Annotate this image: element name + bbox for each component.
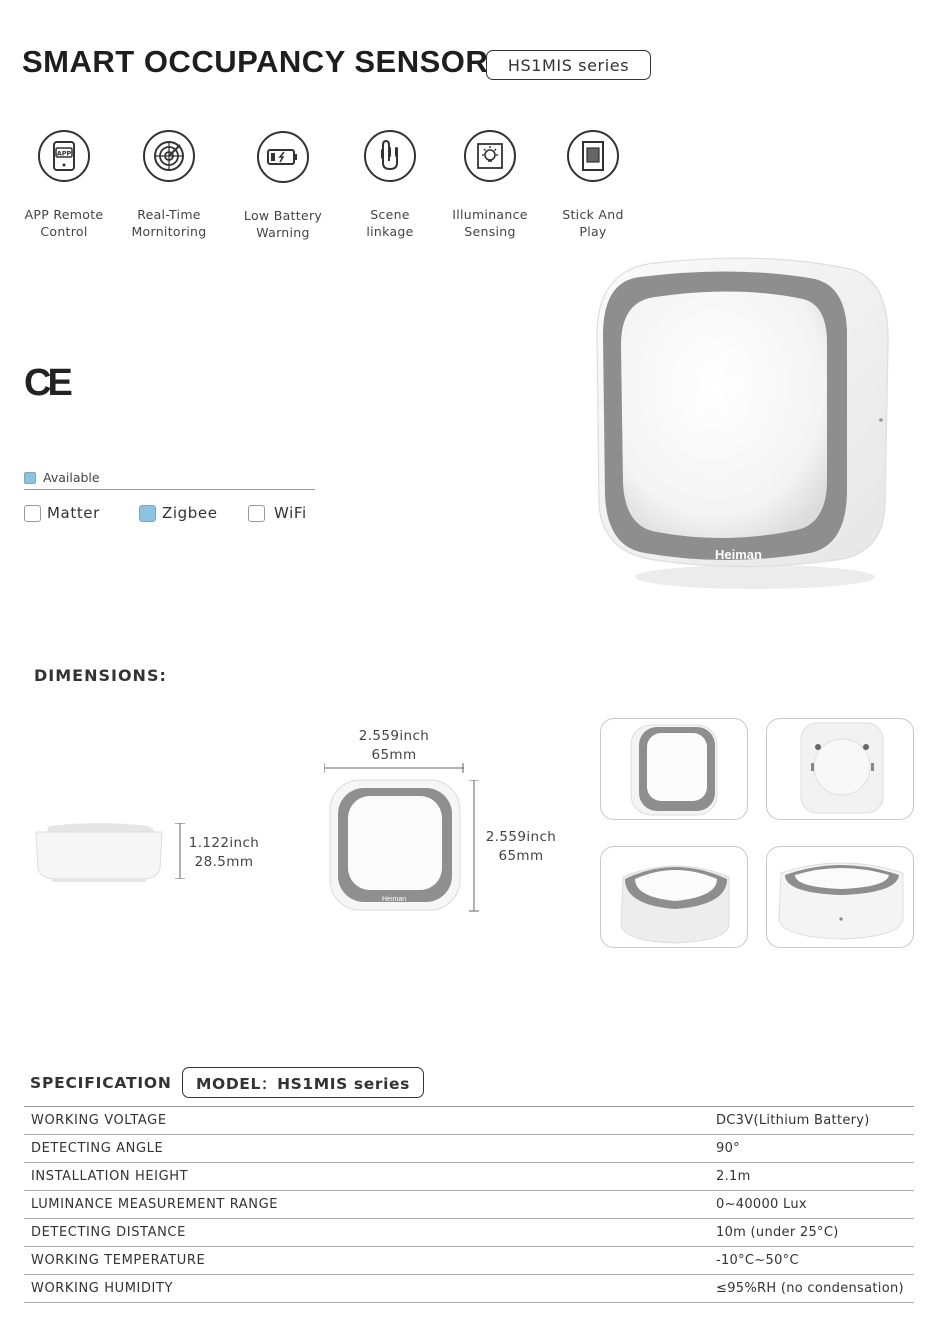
feature-label-line2: Control xyxy=(40,224,88,239)
spec-value: DC3V(Lithium Battery) xyxy=(716,1113,870,1128)
feature-label-line2: Warning xyxy=(256,225,310,240)
feature-stick-play xyxy=(538,130,648,240)
feature-label-line1: Illuminance xyxy=(452,207,528,222)
spec-value: ≤95%RH (no condensation) xyxy=(716,1281,904,1296)
wifi-label: WiFi xyxy=(274,504,307,522)
page-title: SMART OCCUPANCY SENSOR xyxy=(22,44,489,79)
spec-key: DETECTING DISTANCE xyxy=(31,1225,186,1240)
spec-row xyxy=(24,1191,914,1219)
feature-app-remote xyxy=(9,130,119,240)
feature-illuminance xyxy=(435,130,545,240)
spec-key: WORKING VOLTAGE xyxy=(31,1113,167,1128)
spec-value: -10°C~50°C xyxy=(716,1253,799,1268)
specification-heading: SPECIFICATION xyxy=(30,1074,172,1092)
spec-key: LUMINANCE MEASUREMENT RANGE xyxy=(31,1197,279,1212)
front-view-image xyxy=(328,778,462,912)
thumbnail-back[interactable] xyxy=(766,718,914,820)
spec-key: WORKING TEMPERATURE xyxy=(31,1253,206,1268)
wifi-checkbox xyxy=(248,505,265,522)
height-inch: 1.122inch xyxy=(188,835,260,851)
app-phone-icon xyxy=(38,130,90,182)
width-mm: 65mm xyxy=(371,747,417,763)
spec-key: WORKING HUMIDITY xyxy=(31,1281,174,1296)
spec-row xyxy=(24,1247,914,1275)
svg-text:APP: APP xyxy=(56,149,72,158)
feature-label-line2: linkage xyxy=(366,224,414,239)
thumbnail-angled-front[interactable] xyxy=(600,718,748,820)
spec-row xyxy=(24,1135,914,1163)
feature-label-line1: APP Remote xyxy=(24,207,104,222)
available-legend-swatch xyxy=(24,472,36,484)
brand-logo: Heiman xyxy=(715,547,762,562)
feature-label-line1: Real-Time xyxy=(137,207,201,222)
model-badge: MODEL：HS1MIS series xyxy=(182,1067,424,1098)
availability-divider xyxy=(24,489,315,490)
front-brand-logo: Heiman xyxy=(382,896,407,903)
feature-scene-linkage xyxy=(335,130,445,240)
product-hero-image xyxy=(585,255,900,600)
zigbee-label: Zigbee xyxy=(162,504,218,522)
spec-value: 10m (under 25°C) xyxy=(716,1225,839,1240)
spec-key: INSTALLATION HEIGHT xyxy=(31,1169,189,1184)
low-battery-icon xyxy=(257,131,309,183)
spec-row xyxy=(24,1163,914,1191)
feature-label-line2: Play xyxy=(579,224,607,239)
dimensions-heading: DIMENSIONS: xyxy=(34,666,167,685)
depth-dimension-label xyxy=(482,828,560,866)
series-badge: HS1MIS series xyxy=(486,50,651,80)
feature-label-line1: Low Battery xyxy=(243,208,323,223)
ce-mark: CE xyxy=(24,362,69,404)
spec-key: DETECTING ANGLE xyxy=(31,1141,164,1156)
feature-label-line1: Stick And xyxy=(562,207,624,222)
stick-play-icon xyxy=(567,130,619,182)
depth-dimension-line xyxy=(468,780,480,912)
width-dimension-line xyxy=(324,759,464,771)
matter-checkbox xyxy=(24,505,41,522)
depth-inch: 2.559inch xyxy=(485,829,557,845)
depth-mm: 65mm xyxy=(498,848,544,864)
available-legend-label: Available xyxy=(43,470,100,485)
feature-label-line2: Mornitoring xyxy=(131,224,207,239)
feature-real-time xyxy=(114,130,224,240)
feature-label-line1: Scene xyxy=(370,207,410,222)
spec-value: 0~40000 Lux xyxy=(716,1197,807,1212)
feature-low-battery xyxy=(228,131,338,241)
thumbnail-perspective-top[interactable] xyxy=(600,846,748,948)
spec-value: 2.1m xyxy=(716,1169,751,1184)
thumbnail-side-angle[interactable] xyxy=(766,846,914,948)
spec-row xyxy=(24,1107,914,1135)
side-view-image xyxy=(34,820,164,886)
width-inch: 2.559inch xyxy=(358,728,430,744)
matter-label: Matter xyxy=(47,504,100,522)
height-mm: 28.5mm xyxy=(194,854,254,870)
scene-linkage-icon xyxy=(364,130,416,182)
zigbee-checkbox xyxy=(139,505,156,522)
illuminance-icon xyxy=(464,130,516,182)
spec-row xyxy=(24,1275,914,1303)
height-dimension-label xyxy=(186,834,262,872)
spec-value: 90° xyxy=(716,1141,740,1156)
specification-table xyxy=(24,1106,914,1303)
feature-label-line2: Sensing xyxy=(464,224,516,239)
height-dimension-line xyxy=(174,823,186,879)
spec-row xyxy=(24,1219,914,1247)
radar-icon xyxy=(143,130,195,182)
